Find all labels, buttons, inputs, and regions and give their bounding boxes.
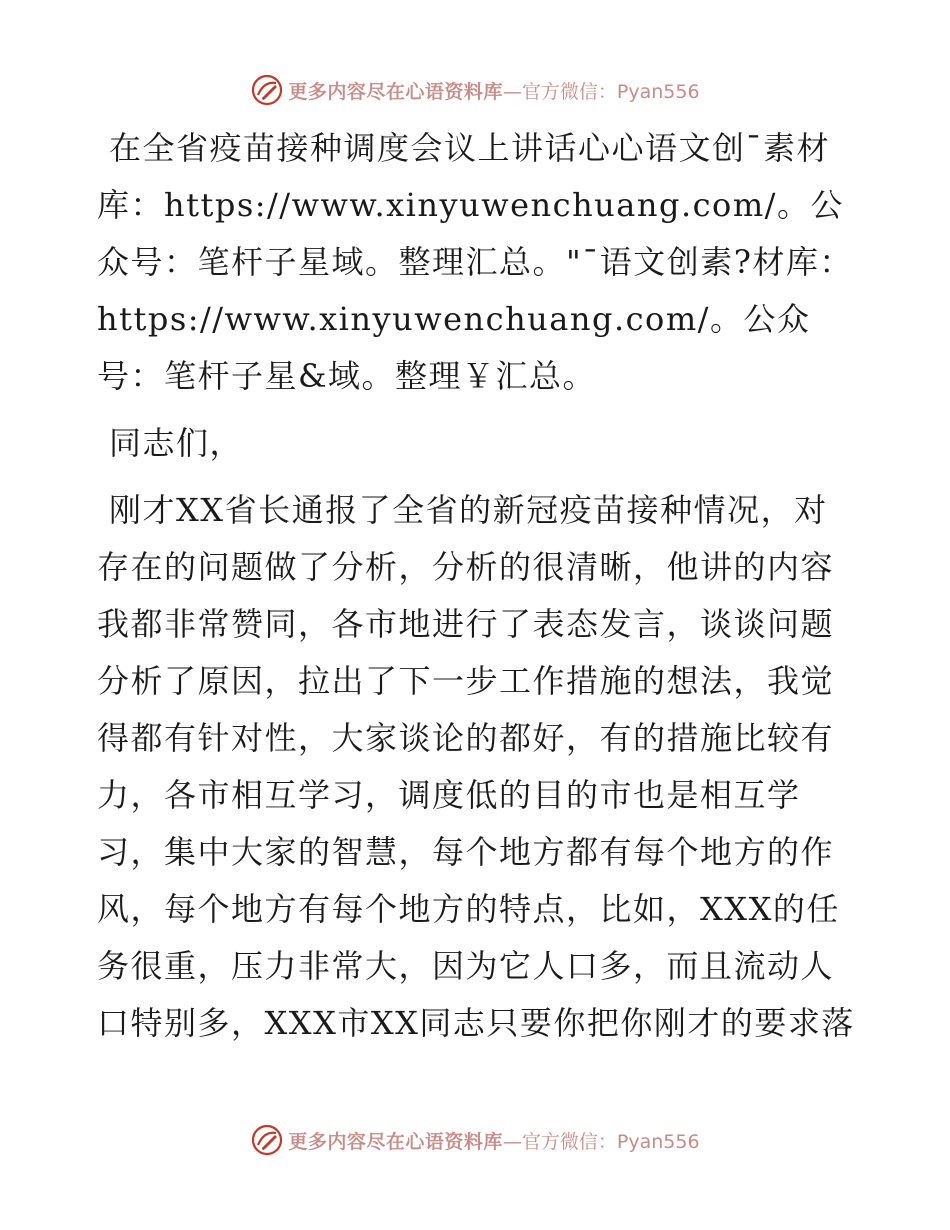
header-banner-wechat: —官方微信：Pyan556 bbox=[502, 80, 700, 103]
footer-banner-title: 更多内容尽在心语资料库 bbox=[288, 1130, 503, 1153]
brand-logo-icon bbox=[250, 73, 284, 107]
document-paragraph-salutation: 同志们， bbox=[109, 424, 244, 462]
brand-logo-icon bbox=[250, 1123, 284, 1157]
header-banner-title: 更多内容尽在心语资料库 bbox=[288, 80, 503, 103]
document-paragraph-body: 刚才XX省长通报了全省的新冠疫苗接种情况，对存在的问题做了分析，分析的很清晰，他讲的内容我都非常赞同，各市地进行了表态发言，谈谈问题分析了原因，拉出了下一步工作措施的想法，我觉得都有针对性，大家谈论的都好，有的措施比较有力，各市相互学习，调度低的目的市也是相互学习，集中大家的智慧，每个地方都有每个地方的作风，每个地方有每个地方的特点，比如，XXX的任务很重，压力非常大，因为它人口多，而且流动人口特别多，XXX市XX同志只要你把你刚才的要求落 bbox=[97, 491, 855, 1042]
document-body bbox=[97, 120, 857, 1052]
footer-banner-wechat: —官方微信：Pyan556 bbox=[502, 1130, 700, 1153]
footer-banner bbox=[0, 1120, 950, 1160]
document-paragraph-title: 在全省疫苗接种调度会议上讲话心心语文创¯素材库：https://www.xinyuwenchuang.com/。公众号：笔杆子星域。整理汇总。"¯语文创素?材库：https://www.xinyuwenchuang.com/。公众号：笔杆子星&域。整理￥汇总。 bbox=[97, 129, 853, 395]
header-banner bbox=[0, 70, 950, 110]
